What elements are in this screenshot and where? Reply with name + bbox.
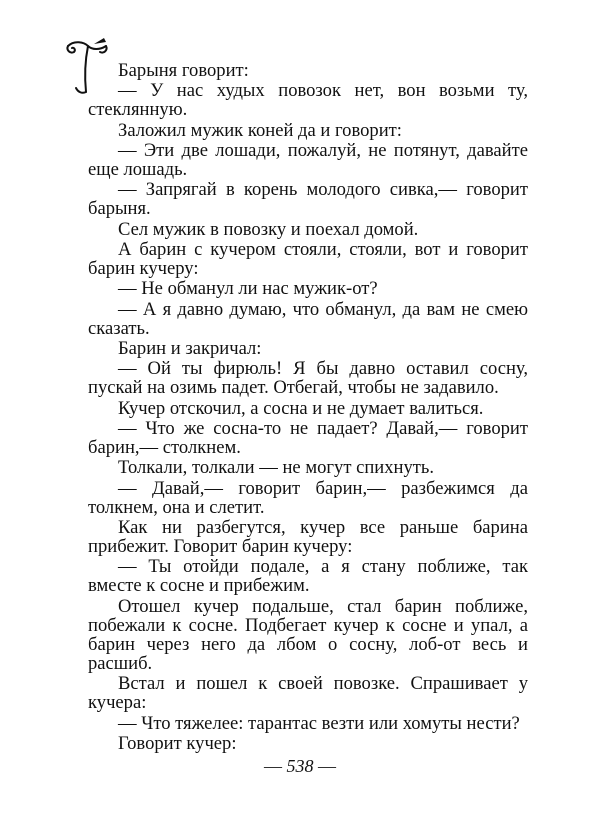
paragraph: Говорит кучер: bbox=[118, 732, 237, 754]
paragraph: — Ты отойди подале, а я стану поближе, так вместе к сосне и прибежим. bbox=[88, 556, 528, 597]
paragraph: Сел мужик в повозку и поехал домой. bbox=[118, 218, 419, 240]
paragraph: Барин и закричал: bbox=[118, 338, 262, 359]
paragraph: — Запрягай в корень молодого сивка,— говорит барыня. bbox=[88, 179, 528, 220]
paragraph: — Эти две лошади, пожалуй, не потянут, давайте еще лошадь. bbox=[88, 139, 528, 181]
page-number-dash-left: — bbox=[264, 756, 282, 776]
paragraph: Заложил мужик коней да и говорит: bbox=[118, 119, 402, 141]
paragraph: Кучер отскочил, а сосна и не думает валиться. bbox=[118, 397, 484, 419]
paragraph: Барыня говорит: bbox=[118, 60, 249, 81]
paragraph: — Ой ты фирюль! Я бы давно оставил сосну, пускай на озимь падет. Отбегай, чтобы не задавило. bbox=[88, 358, 528, 399]
paragraph: — Не обманул ли нас мужик-от? bbox=[118, 278, 378, 300]
page-number bbox=[0, 756, 600, 777]
paragraph: — У нас худых повозок нет, вон возьми ту, стеклянную. bbox=[88, 80, 528, 121]
page-number-value: 538 bbox=[286, 756, 314, 776]
paragraph: Встал и пошел к своей повозке. Спрашивает у кучера: bbox=[88, 673, 528, 714]
paragraph: — Давай,— говорит барин,— разбежимся да толкнем, она и слетит. bbox=[88, 477, 528, 518]
text-block bbox=[88, 61, 528, 753]
paragraph: — Что тяжелее: тарантас везти или хомуты нести? bbox=[118, 712, 520, 734]
paragraph: Отошел кучер подальше, стал барин поближе, побежали к сосне. Подбегает кучер к сосне и упал, а барин через него да лбом о сосну, лоб-от весь и расшиб. bbox=[88, 595, 528, 674]
paragraph: А барин с кучером стояли, стояли, вот и говорит барин кучеру: bbox=[88, 238, 528, 280]
page-number-dash-right: — bbox=[318, 756, 336, 776]
paragraph: — Что же сосна-то не падает? Давай,— говорит барин,— столкнем. bbox=[88, 417, 528, 459]
paragraph: Толкали, толкали — не могут спихнуть. bbox=[118, 457, 435, 479]
paragraph: Как ни разбегутся, кучер все раньше барина прибежит. Говорит барин кучеру: bbox=[88, 516, 528, 558]
paragraph: — А я давно думаю, что обманул, да вам не смею сказать. bbox=[88, 298, 528, 339]
